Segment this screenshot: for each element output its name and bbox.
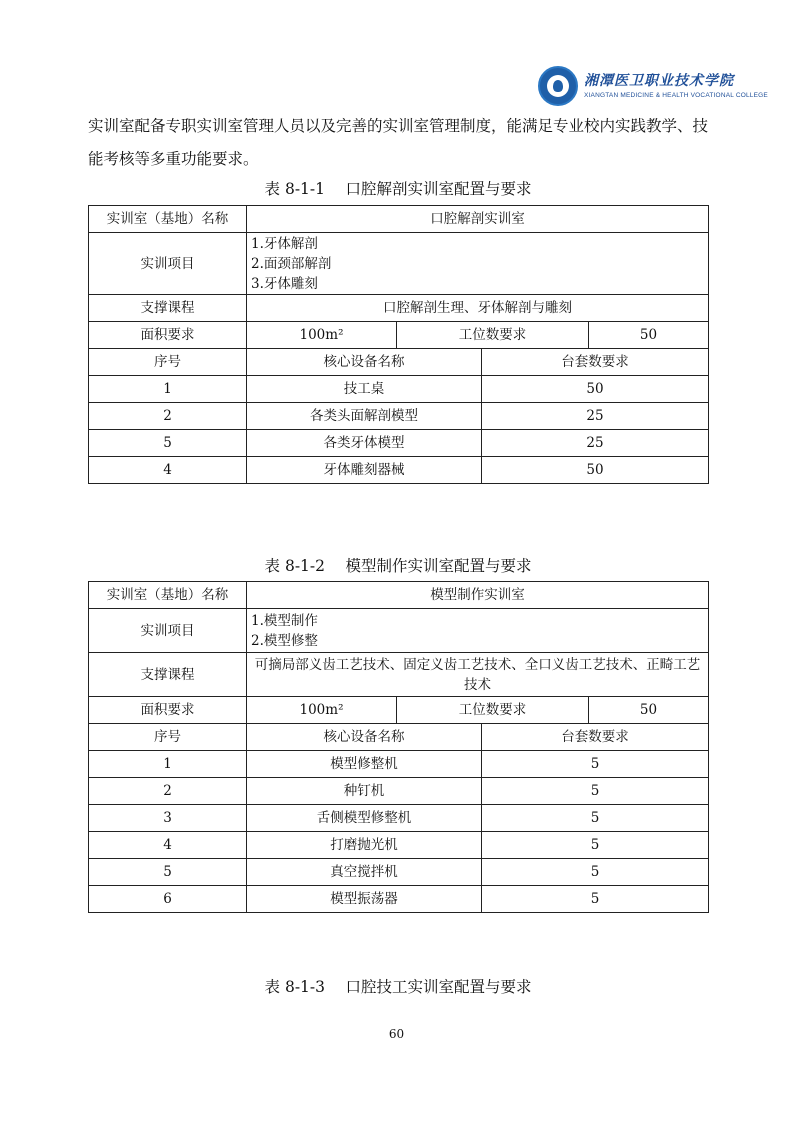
header-equipment: 核心设备名称 (247, 724, 482, 751)
projects-list (247, 233, 709, 295)
table-row (89, 778, 709, 805)
row-equipment: 种钉机 (247, 778, 482, 805)
row-quantity: 5 (482, 805, 709, 832)
row-index: 4 (89, 832, 247, 859)
table-row (89, 886, 709, 913)
projects-label: 实训项目 (89, 609, 247, 653)
row-index: 3 (89, 805, 247, 832)
row-equipment: 打磨抛光机 (247, 832, 482, 859)
area-value: 100m² (247, 697, 397, 724)
row-index: 1 (89, 376, 247, 403)
row-index: 5 (89, 859, 247, 886)
project-item: 1.牙体解剖 (251, 235, 318, 252)
row-equipment: 模型振荡器 (247, 886, 482, 913)
row-index: 6 (89, 886, 247, 913)
table-row (89, 295, 709, 322)
table-row (89, 697, 709, 724)
row-index: 4 (89, 457, 247, 484)
courses-label: 支撑课程 (89, 295, 247, 322)
projects-list (247, 609, 709, 653)
project-item: 2.模型修整 (251, 632, 318, 649)
table-row (89, 430, 709, 457)
projects-label: 实训项目 (89, 233, 247, 295)
intro-paragraph: 实训室配备专职实训室管理人员以及完善的实训室管理制度，能满足专业校内实践教学、技能考核等多重功能要求。 (88, 117, 709, 168)
row-index: 2 (89, 778, 247, 805)
table-row (89, 322, 709, 349)
row-quantity: 50 (482, 457, 709, 484)
project-item: 1.模型制作 (251, 612, 318, 629)
courses-value: 口腔解剖生理、牙体解剖与雕刻 (247, 295, 709, 322)
row-equipment: 各类头面解剖模型 (247, 403, 482, 430)
table-header-row (89, 724, 709, 751)
row-equipment: 牙体雕刻器械 (247, 457, 482, 484)
room-label: 实训室（基地）名称 (89, 582, 247, 609)
area-label: 面积要求 (89, 697, 247, 724)
header-index: 序号 (89, 349, 247, 376)
area-value: 100m² (247, 322, 397, 349)
table3-caption: 表 8-1-3 口腔技工实训室配置与要求 (264, 978, 532, 996)
courses-value: 可摘局部义齿工艺技术、固定义齿工艺技术、全口义齿工艺技术、正畸工艺技术 (247, 653, 709, 697)
college-seal-icon (538, 66, 578, 106)
stations-label: 工位数要求 (397, 697, 589, 724)
table1 (88, 205, 709, 484)
row-equipment: 舌侧模型修整机 (247, 805, 482, 832)
row-equipment: 技工桌 (247, 376, 482, 403)
table-row (89, 653, 709, 697)
table-row (89, 457, 709, 484)
table-row (89, 376, 709, 403)
table-row (89, 832, 709, 859)
project-item: 3.牙体雕刻 (251, 275, 318, 292)
logo-name-en: XIANGTAN MEDICINE & HEALTH VOCATIONAL COLLEGE (584, 92, 768, 99)
stations-value: 50 (589, 697, 709, 724)
table-row (89, 805, 709, 832)
project-item: 2.面颈部解剖 (251, 255, 332, 272)
table2 (88, 581, 709, 913)
header-quantity: 台套数要求 (482, 349, 709, 376)
table2-caption: 表 8-1-2 模型制作实训室配置与要求 (264, 557, 532, 575)
table-row (89, 233, 709, 295)
row-quantity: 50 (482, 376, 709, 403)
table-row (89, 582, 709, 609)
room-value: 模型制作实训室 (247, 582, 709, 609)
row-equipment: 各类牙体模型 (247, 430, 482, 457)
page-number: 60 (388, 1027, 405, 1041)
table1-caption: 表 8-1-1 口腔解剖实训室配置与要求 (264, 180, 532, 198)
stations-label: 工位数要求 (397, 322, 589, 349)
row-index: 1 (89, 751, 247, 778)
table-row (89, 609, 709, 653)
row-quantity: 5 (482, 859, 709, 886)
area-label: 面积要求 (89, 322, 247, 349)
table-row (89, 206, 709, 233)
courses-label: 支撑课程 (89, 653, 247, 697)
stations-value: 50 (589, 322, 709, 349)
table-row (89, 751, 709, 778)
room-value: 口腔解剖实训室 (247, 206, 709, 233)
row-quantity: 5 (482, 886, 709, 913)
table-header-row (89, 349, 709, 376)
row-equipment: 真空搅拌机 (247, 859, 482, 886)
table-row (89, 859, 709, 886)
row-index: 2 (89, 403, 247, 430)
header-equipment: 核心设备名称 (247, 349, 482, 376)
table-row (89, 403, 709, 430)
row-quantity: 5 (482, 751, 709, 778)
header-index: 序号 (89, 724, 247, 751)
logo-name-cn: 湘潭医卫职业技术学院 (584, 73, 734, 89)
row-quantity: 5 (482, 832, 709, 859)
row-index: 5 (89, 430, 247, 457)
row-quantity: 5 (482, 778, 709, 805)
header-quantity: 台套数要求 (482, 724, 709, 751)
row-quantity: 25 (482, 403, 709, 430)
room-label: 实训室（基地）名称 (89, 206, 247, 233)
row-equipment: 模型修整机 (247, 751, 482, 778)
college-logo (538, 66, 768, 110)
row-quantity: 25 (482, 430, 709, 457)
